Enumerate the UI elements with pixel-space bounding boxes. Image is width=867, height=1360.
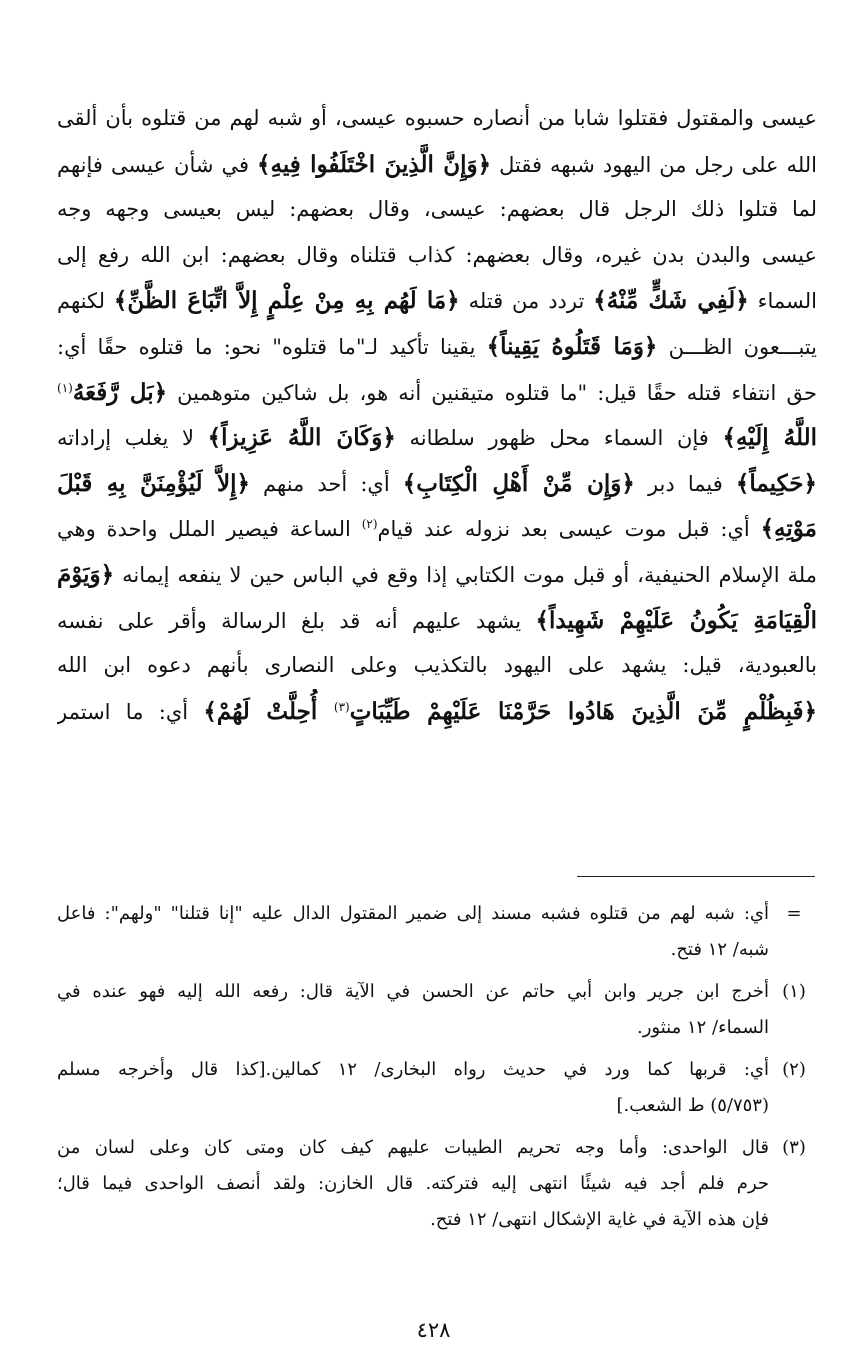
text-line [57,96,817,142]
text-segment: يقينا تأكيد لـ"ما قتلوه" نحو: ما قتلوه حقًا أي: [57,334,487,359]
text-segment: لا يغلب إراداته [57,426,208,451]
quran-quote: ﴿بَل رَّفَعَهُ [72,378,168,406]
footnote-line: شبه/ ١٢ فتح. [670,939,769,960]
footnote-marker: = [786,903,802,924]
text-segment: أي: ما استمر [57,699,204,724]
footnote [57,896,817,968]
footnote [57,974,817,1046]
quran-quote: ﴿وَيَوْمَ [57,560,115,588]
text-line [57,233,817,279]
text-segment: ملة الإسلام الحنيفية، أو قبل موت الكتابي إذا وقع في الباس حين لا ينفعه إيمانه [114,562,817,587]
text-segment: الله على رجل من اليهود شبهه فقتل [491,152,817,177]
footnote-ref: (١) [57,380,73,395]
text-segment: الساعة فيصير الملل واحدة وهي [57,517,362,542]
quran-quote: ﴿وَكَانَ اللَّهُ عَزِيزاً﴾ [207,424,396,452]
text-segment: لكنهم [57,289,114,314]
footnote-ref: (٢) [361,517,378,532]
text-segment: فيما دبر [634,471,736,496]
text-segment: أي: أحد منهم [249,471,403,496]
page-number: ٤٢٨ [416,1318,451,1342]
text-line [57,598,817,644]
quran-quote: أُحِلَّتْ لَهُمْ﴾ [203,697,334,725]
quran-quote: ﴿إِلاَّ لَيُؤْمِنَنَّ بِهِ قَبْلَ [57,469,250,497]
quran-quote: ﴿حَكِيماً﴾ [735,469,817,497]
quran-quote: اللَّهُ إِلَيْهِ﴾ [722,424,817,452]
quran-quote: ﴿وَمَا قَتَلُوهُ يَقِيناً﴾ [486,332,658,360]
text-line [57,324,817,370]
text-segment: السماء [748,289,817,314]
quran-quote: ﴿لَفِي شَكٍّ مِّنْهُ﴾ [593,287,749,315]
footnote-separator [577,876,815,877]
footnote-marker: (٣) [782,1137,806,1158]
quran-quote: ﴿وَإِن مِّنْ أَهْلِ الْكِتَابِ﴾ [402,469,635,497]
quran-quote: ﴿وَإِنَّ الَّذِينَ اخْتَلَفُوا فِيهِ﴾ [257,150,492,178]
text-line [57,415,817,461]
footnote-line: أخرج ابن جرير وابن أبي حاتم عن الحسن في الآية قال: رفعه الله إليه فهو عنده في [57,981,769,1002]
footnote-line: حرم فلم أجد فيه شيئًا انتهى إليه فتركته. قال الخازن: ولقد أنصف الواحدى فيما قال؛ [57,1173,769,1194]
quran-quote: مَوْتِهِ﴾ [760,515,817,543]
footnote-marker: (١) [782,981,806,1002]
text-segment: يتبـــعون الظـــن [657,334,817,359]
text-segment: تردد من قتله [459,289,594,314]
footnote-ref: (٣) [333,699,350,714]
text-segment: عيسى والبدن بدن غيره، وقال بعضهم: كذاب قتلناه وقال بعضهم: ابن الله رفع إلى [57,242,817,267]
footnote [57,1130,817,1238]
footnote-marker: (٢) [782,1059,806,1080]
quran-quote: ﴿مَا لَهُم بِهِ مِنْ عِلْمٍ إِلاَّ اتِّبَاعَ الظَّنِّ﴾ [113,287,460,315]
text-line [57,187,817,233]
text-segment: فإن السماء محل ظهور سلطانه [395,426,723,451]
quran-quote: الْقِيَامَةِ يَكُونُ عَلَيْهِمْ شَهِيداً﴾ [535,606,817,634]
footnote-line: أي: قربها كما ورد في حديث رواه البخارى/ ١٢ كمالين.[كذا قال وأخرجه مسلم [57,1059,769,1080]
text-line [57,461,817,507]
footnote-line: أي: شبه لهم من قتلوه فشبه مسند إلى ضمير المقتول الدال عليه "إنا قتلنا" "ولهم": فاعل [57,903,769,924]
text-line [57,278,817,324]
text-segment: عيسى والمقتول فقتلوا شابا من أنصاره حسبوه عيسى، أو شبه لهم من قتلوه بأن ألقى [57,106,817,130]
footnote-line: فإن هذه الآية في غاية الإشكال انتهى/ ١٢ فتح. [430,1209,769,1230]
text-line [57,552,817,598]
footnotes [57,896,817,1244]
text-segment: يشهد عليهم أنه قد بلغ الرسالة وأقر على نفسه [57,608,536,633]
footnote [57,1052,817,1124]
text-segment: حق انتفاء قتله حقًا قيل: "ما قتلوه متيقنين أنه هو، بل شاكين متوهمين [167,380,817,405]
text-line [57,689,817,735]
footnote-line: (٥/٧٥٣) ط الشعب.] [616,1095,769,1116]
footnote-line: قال الواحدى: وأما وجه تحريم الطيبات عليهم كيف كان ومتى كان وعلى لسان من [57,1137,769,1158]
footnote-line: السماء/ ١٢ منثور. [637,1017,769,1038]
text-segment: أي: قبل موت عيسى بعد نزوله عند قيام [377,517,761,542]
main-commentary-text [57,96,817,734]
text-segment: لما قتلوا ذلك الرجل قال بعضهم: عيسى، وقال بعضهم: ليس بعيسى وجهه وجه [57,197,817,222]
quran-quote: ﴿فَبِظُلْمٍ مِّنَ الَّذِينَ هَادُوا حَرَّمْنَا عَلَيْهِمْ طَيِّبَاتٍ [349,697,817,725]
text-segment: في شأن عيسى فإنهم [57,152,258,177]
text-line [57,142,817,188]
text-line [57,643,817,689]
text-line [57,370,817,416]
text-segment: بالعبودية، قيل: يشهد على اليهود بالتكذيب وعلى النصارى بأنهم دعوه ابن الله [57,653,817,678]
text-line [57,506,817,552]
